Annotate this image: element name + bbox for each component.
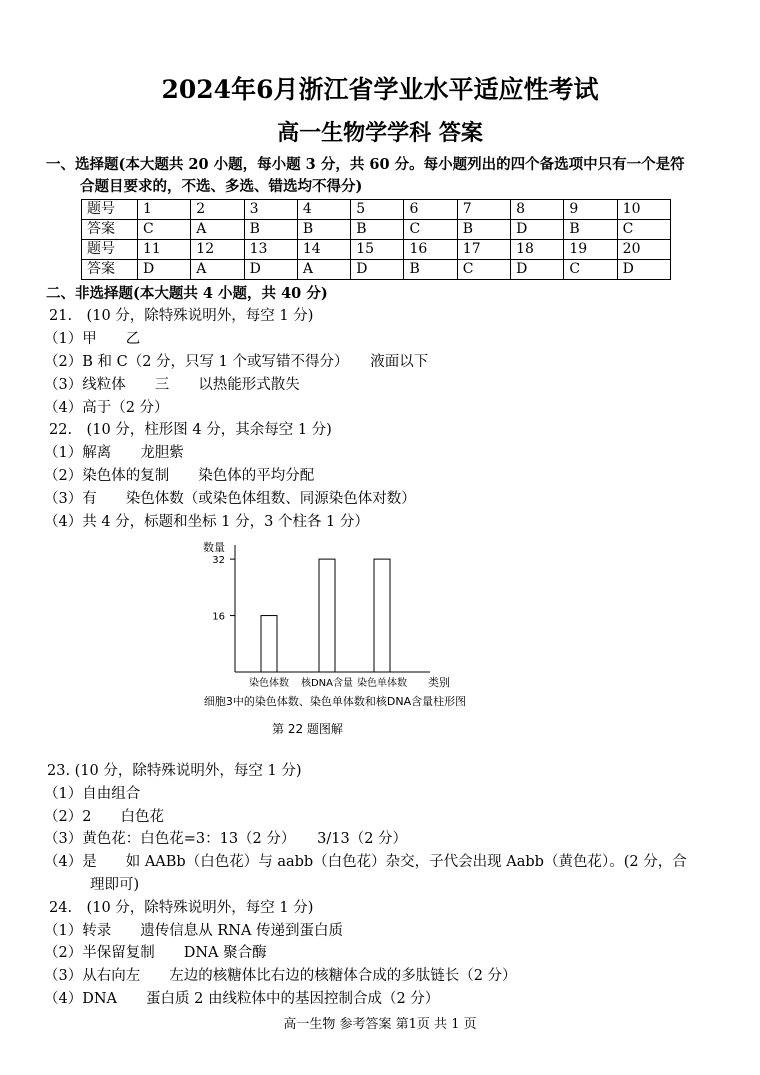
q23-answer-2: （2）2 白色花: [44, 809, 164, 825]
q21-header: 21. (10 分，除特殊说明外，每空 1 分): [49, 308, 314, 324]
q24-header: 24. (10 分，除特殊说明外，每空 1 分): [49, 900, 314, 916]
table-cell: 16: [404, 240, 457, 260]
table-row-label: 答案: [82, 220, 138, 240]
bar-1: [261, 616, 277, 672]
table-cell: B: [564, 220, 617, 240]
table-cell: 2: [191, 200, 244, 220]
q22-answer-4: （4）共 4 分，标题和坐标 1 分，3 个柱各 1 分）: [44, 514, 369, 530]
table-row: [82, 220, 671, 240]
table-cell: 17: [457, 240, 510, 260]
y-tick-label: 32: [212, 555, 225, 567]
bar-2: [319, 559, 335, 672]
table-cell: C: [564, 260, 617, 280]
page-footer: 高一生物 参考答案 第1页 共 1 页: [283, 1017, 477, 1032]
section1-heading-line2: 合题目要求的，不选、多选、错选均不得分): [80, 178, 363, 195]
table-cell: B: [457, 220, 510, 240]
q24-answer-1: （1）转录 遗传信息从 RNA 传递到蛋白质: [44, 923, 344, 939]
q24-answer-2: （2）半保留复制 DNA 聚合酶: [44, 945, 267, 961]
x-tick-label: 核DNA含量: [300, 678, 354, 689]
table-row-label: 答案: [82, 260, 138, 280]
x-tick-label: 染色体数: [249, 678, 289, 689]
table-cell: 14: [297, 240, 350, 260]
q21-answer-4: （4）高于（2 分）: [44, 400, 169, 416]
table-cell: 15: [351, 240, 404, 260]
table-cell: C: [457, 260, 510, 280]
q22-answer-2: （2）染色体的复制 染色体的平均分配: [44, 468, 315, 484]
table-cell: D: [617, 260, 670, 280]
table-cell: B: [351, 220, 404, 240]
table-cell: D: [351, 260, 404, 280]
table-cell: 11: [138, 240, 191, 260]
table-cell: B: [297, 220, 350, 240]
q23-answer-3: （3）黄色花：白色花=3：13（2 分） 3/13（2 分）: [44, 831, 408, 847]
q22-answer-1: （1）解离 龙胆紫: [44, 445, 184, 461]
table-cell: A: [297, 260, 350, 280]
table-cell: 3: [244, 200, 297, 220]
q23-header: 23. (10 分，除特殊说明外，每空 1 分): [47, 763, 302, 779]
table-cell: D: [511, 220, 564, 240]
q24-answer-4: （4）DNA 蛋白质 2 由线粒体中的基因控制合成（2 分）: [44, 991, 440, 1007]
table-cell: A: [191, 260, 244, 280]
x-tick-label: 染色单体数: [357, 678, 407, 689]
bar-3: [374, 559, 390, 672]
bar-chart: [170, 535, 510, 715]
q21-answer-2: （2）B 和 C（2 分，只写 1 个或写错不得分） 液面以下: [44, 354, 429, 370]
page-title: 2024年6月浙江省学业水平适应性考试: [161, 75, 599, 104]
table-cell: 7: [457, 200, 510, 220]
page-subtitle: 高一生物学学科 答案: [277, 120, 483, 146]
table-cell: B: [244, 220, 297, 240]
answer-table: [81, 199, 671, 280]
table-cell: 13: [244, 240, 297, 260]
x-axis-label: 类别: [428, 676, 450, 689]
q23-answer-4-line1: （4）是 如 AABb（白色花）与 aabb（白色花）杂交，子代会出现 Aabb（黄色花）。(2 分，合: [44, 854, 687, 870]
figure-caption: 第 22 题图解: [272, 722, 343, 736]
table-cell: 19: [564, 240, 617, 260]
table-cell: 1: [138, 200, 191, 220]
table-cell: 5: [351, 200, 404, 220]
section2-heading: 二、非选择题(本大题共 4 小题，共 40 分): [46, 285, 328, 302]
table-cell: 6: [404, 200, 457, 220]
table-cell: A: [191, 220, 244, 240]
y-tick-label: 16: [212, 611, 225, 623]
table-row-label: 题号: [82, 200, 138, 220]
table-cell: C: [404, 220, 457, 240]
table-cell: B: [404, 260, 457, 280]
table-cell: 4: [297, 200, 350, 220]
q21-answer-1: （1）甲 乙: [44, 331, 141, 347]
table-cell: 18: [511, 240, 564, 260]
table-cell: 12: [191, 240, 244, 260]
table-row-label: 题号: [82, 240, 138, 260]
table-row: [82, 240, 671, 260]
q23-answer-1: （1）自由组合: [44, 786, 141, 802]
table-cell: D: [244, 260, 297, 280]
q22-answer-3: （3）有 染色体数（或染色体组数、同源染色体对数）: [44, 491, 416, 507]
chart-title: 细胞3中的染色体数、染色单体数和核DNA含量柱形图: [203, 695, 467, 708]
table-row: [82, 260, 671, 280]
table-row: [82, 200, 671, 220]
y-axis-label: 数量: [203, 541, 225, 554]
table-cell: D: [511, 260, 564, 280]
table-cell: 20: [617, 240, 670, 260]
q23-answer-4-line2: 理即可): [90, 877, 140, 893]
q24-answer-3: （3）从右向左 左边的核糖体比右边的核糖体合成的多肽链长（2 分）: [44, 968, 517, 984]
q22-header: 22. (10 分，柱形图 4 分，其余每空 1 分): [49, 422, 332, 438]
table-cell: C: [617, 220, 670, 240]
table-cell: D: [138, 260, 191, 280]
section1-heading-line1: 一、选择题(本大题共 20 小题，每小题 3 分，共 60 分。每小题列出的四个备选项中只有一个是符: [46, 156, 685, 173]
table-cell: C: [138, 220, 191, 240]
table-cell: 9: [564, 200, 617, 220]
q21-answer-3: （3）线粒体 三 以热能形式散失: [44, 377, 300, 393]
table-cell: 10: [617, 200, 670, 220]
table-cell: 8: [511, 200, 564, 220]
